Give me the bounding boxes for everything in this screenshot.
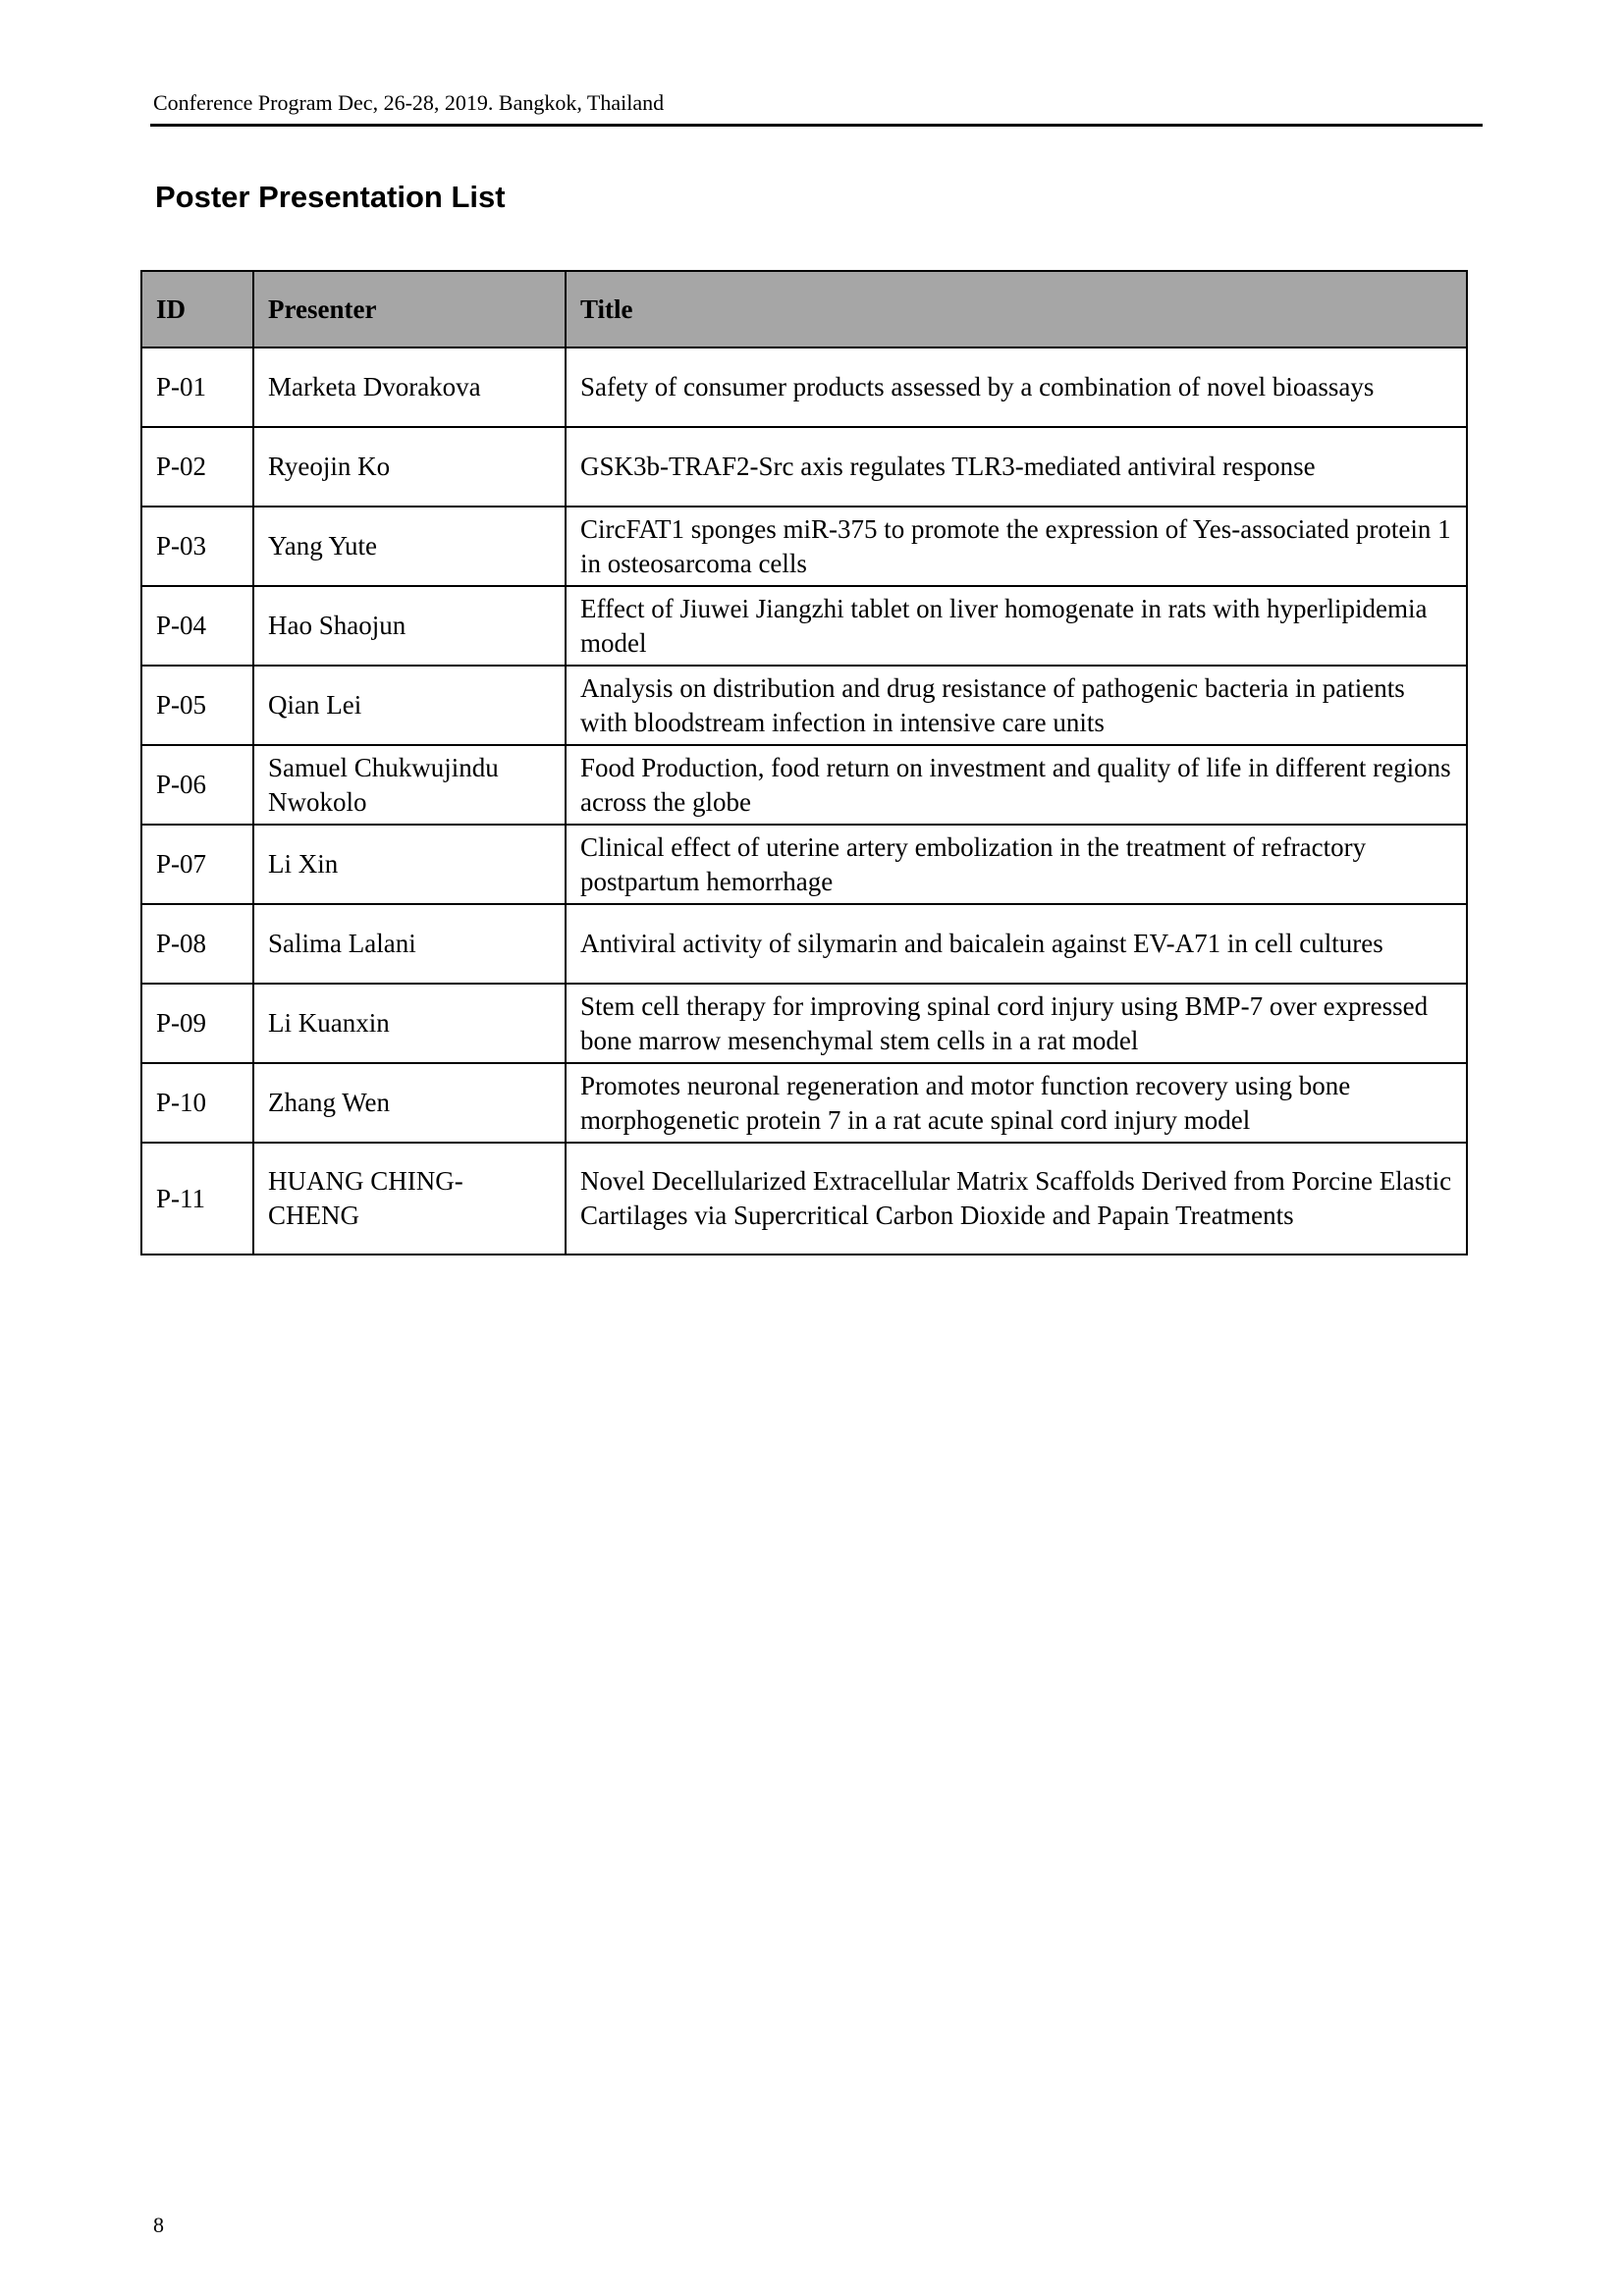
- cell-id: P-09: [141, 984, 253, 1063]
- column-header-presenter: Presenter: [253, 271, 566, 347]
- cell-id: P-08: [141, 904, 253, 984]
- cell-title: Clinical effect of uterine artery embolization in the treatment of refractory postpartum hemorrhage: [566, 825, 1467, 904]
- cell-id: P-01: [141, 347, 253, 427]
- cell-id: P-04: [141, 586, 253, 666]
- table-row: [141, 507, 1467, 586]
- cell-title: CircFAT1 sponges miR-375 to promote the expression of Yes-associated protein 1 in osteosarcoma cells: [566, 507, 1467, 586]
- poster-presentation-table: [140, 270, 1468, 1255]
- cell-id: P-10: [141, 1063, 253, 1143]
- table-row: [141, 427, 1467, 507]
- table-row: [141, 745, 1467, 825]
- cell-id: P-07: [141, 825, 253, 904]
- cell-title: Analysis on distribution and drug resistance of pathogenic bacteria in patients with bloodstream infection in intensive care units: [566, 666, 1467, 745]
- cell-presenter: Li Xin: [253, 825, 566, 904]
- cell-title: GSK3b-TRAF2-Src axis regulates TLR3-mediated antiviral response: [566, 427, 1467, 507]
- cell-title: Effect of Jiuwei Jiangzhi tablet on liver homogenate in rats with hyperlipidemia model: [566, 586, 1467, 666]
- cell-presenter: Li Kuanxin: [253, 984, 566, 1063]
- table-row: [141, 666, 1467, 745]
- cell-presenter: Salima Lalani: [253, 904, 566, 984]
- cell-presenter: Samuel Chukwujindu Nwokolo: [253, 745, 566, 825]
- cell-presenter: Ryeojin Ko: [253, 427, 566, 507]
- table-row: [141, 904, 1467, 984]
- cell-presenter: Yang Yute: [253, 507, 566, 586]
- cell-title: Novel Decellularized Extracellular Matrix Scaffolds Derived from Porcine Elastic Cartilages via Supercritical Carbon Dioxide and Papain Treatments: [566, 1143, 1467, 1255]
- cell-presenter: HUANG CHING-CHENG: [253, 1143, 566, 1255]
- cell-presenter: Hao Shaojun: [253, 586, 566, 666]
- cell-title: Food Production, food return on investment and quality of life in different regions across the globe: [566, 745, 1467, 825]
- cell-id: P-06: [141, 745, 253, 825]
- cell-id: P-11: [141, 1143, 253, 1255]
- column-header-id: ID: [141, 271, 253, 347]
- cell-id: P-05: [141, 666, 253, 745]
- cell-title: Promotes neuronal regeneration and motor function recovery using bone morphogenetic protein 7 in a rat acute spinal cord injury model: [566, 1063, 1467, 1143]
- running-header: Conference Program Dec, 26-28, 2019. Bangkok, Thailand: [153, 90, 665, 115]
- cell-title: Safety of consumer products assessed by a combination of novel bioassays: [566, 347, 1467, 427]
- table-row: [141, 1063, 1467, 1143]
- table-row: [141, 1143, 1467, 1255]
- cell-presenter: Qian Lei: [253, 666, 566, 745]
- table-row: [141, 347, 1467, 427]
- page-title: Poster Presentation List: [155, 180, 506, 214]
- table-row: [141, 586, 1467, 666]
- page-number: 8: [153, 2213, 164, 2237]
- cell-id: P-03: [141, 507, 253, 586]
- cell-presenter: Marketa Dvorakova: [253, 347, 566, 427]
- cell-id: P-02: [141, 427, 253, 507]
- cell-title: Stem cell therapy for improving spinal cord injury using BMP-7 over expressed bone marrow mesenchymal stem cells in a rat model: [566, 984, 1467, 1063]
- table-row: [141, 984, 1467, 1063]
- table-row: [141, 825, 1467, 904]
- table-header-row: [141, 271, 1467, 347]
- cell-title: Antiviral activity of silymarin and baicalein against EV-A71 in cell cultures: [566, 904, 1467, 984]
- column-header-title: Title: [566, 271, 1467, 347]
- cell-presenter: Zhang Wen: [253, 1063, 566, 1143]
- header-rule: [150, 124, 1483, 127]
